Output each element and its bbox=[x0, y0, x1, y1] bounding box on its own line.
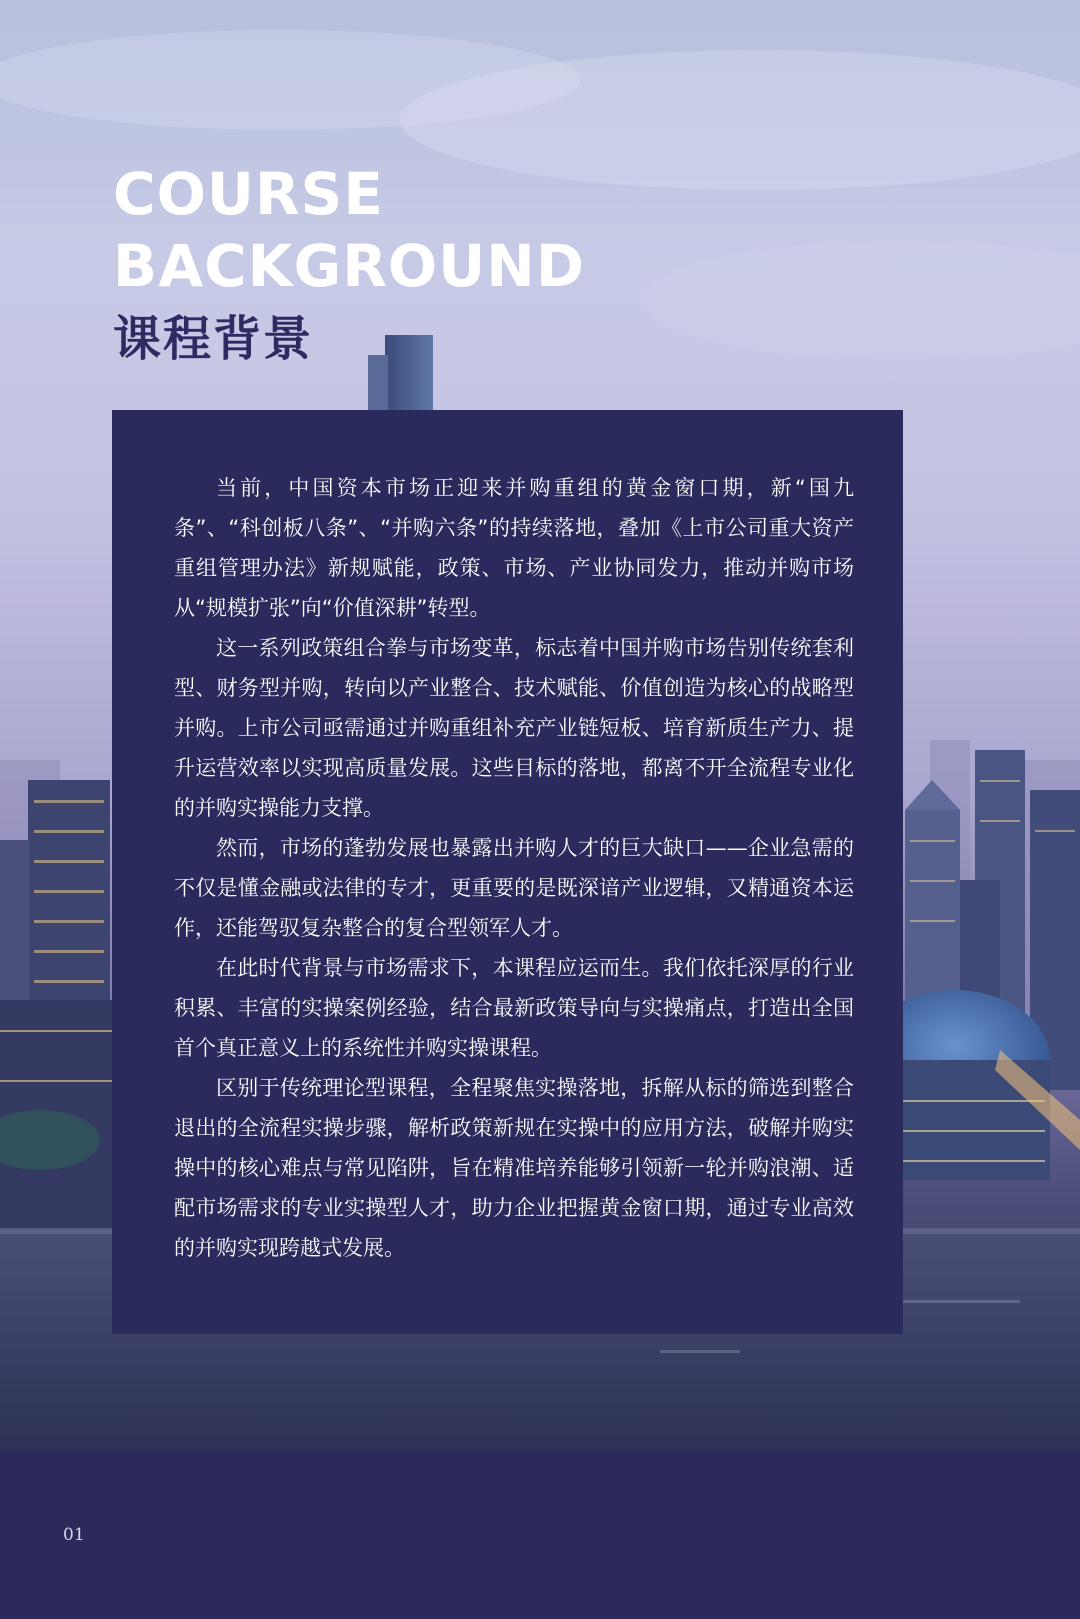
paragraph: 在此时代背景与市场需求下，本课程应运而生。我们依托深厚的行业积累、丰富的实操案例经验，结合最新政策导向与实操痛点，打造出全国首个真正意义上的系统性并购实操课程。 bbox=[174, 956, 854, 1060]
page-title-chinese: 课程背景 bbox=[113, 311, 314, 367]
paragraph: 当前，中国资本市场正迎来并购重组的黄金窗口期，新“国九条”、“科创板八条”、“并购六条”的持续落地，叠加《上市公司重大资产重组管理办法》新规赋能，政策、市场、产业协同发力，推动并购市场从“规模扩张”向“价值深耕”转型。 bbox=[174, 476, 854, 620]
page-title-english bbox=[113, 158, 585, 302]
title-line-2: BACKGROUND bbox=[113, 232, 585, 300]
paragraph: 区别于传统理论型课程，全程聚焦实操落地，拆解从标的筛选到整合退出的全流程实操步骤，解析政策新规在实操中的应用方法，破解并购实操中的核心难点与常见陷阱，旨在精准培养能够引领新一轮并购浪潮、适配市场需求的专业实操型人才，助力企业把握黄金窗口期，通过专业高效的并购实现跨越式发展。 bbox=[174, 1076, 854, 1260]
paragraph: 然而，市场的蓬勃发展也暴露出并购人才的巨大缺口——企业急需的不仅是懂金融或法律的专才，更重要的是既深谙产业逻辑，又精通资本运作，还能驾驭复杂整合的复合型领军人才。 bbox=[174, 836, 854, 940]
title-line-1: COURSE bbox=[113, 160, 385, 228]
content-panel bbox=[112, 410, 903, 1334]
body-text bbox=[174, 468, 854, 1268]
bottom-band bbox=[0, 1450, 1080, 1619]
page-number: 01 bbox=[63, 1525, 85, 1545]
paragraph: 这一系列政策组合拳与市场变革，标志着中国并购市场告别传统套利型、财务型并购，转向以产业整合、技术赋能、价值创造为核心的战略型并购。上市公司亟需通过并购重组补充产业链短板、培育新质生产力、提升运营效率以实现高质量发展。这些目标的落地，都离不开全流程专业化的并购实操能力支撑。 bbox=[174, 636, 854, 820]
